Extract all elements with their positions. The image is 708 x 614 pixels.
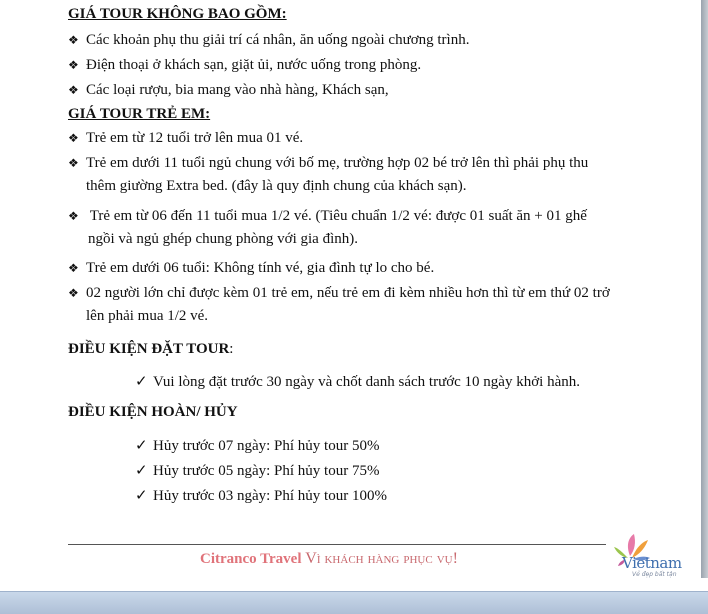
checkmark-icon: ✓ — [135, 438, 148, 454]
item-text: Các khoản phụ thu giải trí cá nhân, ăn uống ngoài chương trình. — [86, 32, 470, 48]
list-item — [68, 205, 688, 251]
item-text: Hủy trước 05 ngày: Phí hủy tour 75% — [153, 463, 380, 479]
diamond-bullet-icon: ❖ — [68, 83, 79, 97]
diamond-bullet-icon: ❖ — [68, 209, 79, 223]
logo-tagline: Vẻ đẹp bất tận — [632, 571, 677, 578]
cancel-heading: ĐIỀU KIỆN HOÀN/ HỦY — [68, 404, 238, 420]
list-item — [135, 372, 580, 391]
footer-brand-name: Citranco Travel — [200, 551, 302, 567]
item-text-continued: ngồi và ngủ ghép chung phòng với gia đình). — [88, 231, 358, 247]
item-text: Vui lòng đặt trước 30 ngày và chốt danh sách trước 10 ngày khởi hành. — [153, 374, 580, 390]
item-text: 02 người lớn chỉ được kèm 01 trẻ em, nếu trẻ em đi kèm nhiều hơn thì từ em thứ 02 trở — [86, 285, 610, 301]
diamond-bullet-icon: ❖ — [68, 261, 79, 275]
excluded-heading: GIÁ TOUR KHÔNG BAO GỒM: — [68, 6, 287, 22]
item-text-continued: thêm giường Extra bed. (đây là quy định chung của khách sạn). — [86, 178, 467, 194]
footer-divider — [68, 544, 606, 545]
booking-heading-colon: : — [229, 341, 234, 357]
item-text-continued: lên phải mua 1/2 vé. — [86, 308, 209, 324]
list-item — [68, 282, 688, 328]
children-heading: GIÁ TOUR TRẺ EM: — [68, 106, 211, 122]
item-text: Điện thoại ở khách sạn, giặt ủi, nước uống trong phòng. — [86, 57, 422, 73]
diamond-bullet-icon: ❖ — [68, 131, 79, 145]
list-item — [135, 436, 379, 455]
diamond-bullet-icon: ❖ — [68, 58, 79, 72]
footer-tagline — [200, 550, 458, 568]
list-item — [135, 486, 387, 505]
booking-heading-text: ĐIỀU KIỆN ĐẶT TOUR — [68, 341, 230, 357]
diamond-bullet-icon: ❖ — [68, 33, 79, 47]
list-item — [68, 29, 688, 52]
item-text: Hủy trước 07 ngày: Phí hủy tour 50% — [153, 438, 380, 454]
logo-wordmark: Vietnam — [622, 554, 682, 572]
checkmark-icon: ✓ — [135, 488, 148, 504]
booking-heading — [68, 341, 233, 358]
item-text: Trẻ em dưới 06 tuổi: Không tính vé, gia đình tự lo cho bé. — [86, 260, 435, 276]
list-item — [68, 257, 688, 280]
item-text: Trẻ em từ 06 đến 11 tuổi mua 1/2 vé. (Tiêu chuẩn 1/2 vé: được 01 suất ăn + 01 ghế — [89, 208, 587, 224]
list-item — [68, 127, 688, 150]
checkmark-icon: ✓ — [135, 374, 148, 390]
list-item — [68, 152, 688, 198]
list-item — [135, 461, 379, 480]
item-text: Trẻ em từ 12 tuổi trở lên mua 01 vé. — [86, 130, 304, 146]
list-item — [68, 79, 688, 102]
item-text: Các loại rượu, bia mang vào nhà hàng, Khách sạn, — [86, 82, 389, 98]
list-item — [68, 54, 688, 77]
diamond-bullet-icon: ❖ — [68, 286, 79, 300]
checkmark-icon: ✓ — [135, 463, 148, 479]
item-text: Trẻ em dưới 11 tuổi ngủ chung với bố mẹ, trường hợp 02 bé trở lên thì phải phụ thu — [86, 155, 589, 171]
footer-slogan: Vì khách hàng phục vụ! — [305, 550, 458, 567]
diamond-bullet-icon: ❖ — [68, 156, 79, 170]
bottom-status-bar — [0, 591, 708, 614]
item-text: Hủy trước 03 ngày: Phí hủy tour 100% — [153, 488, 387, 504]
page-edge-shadow — [701, 0, 708, 578]
